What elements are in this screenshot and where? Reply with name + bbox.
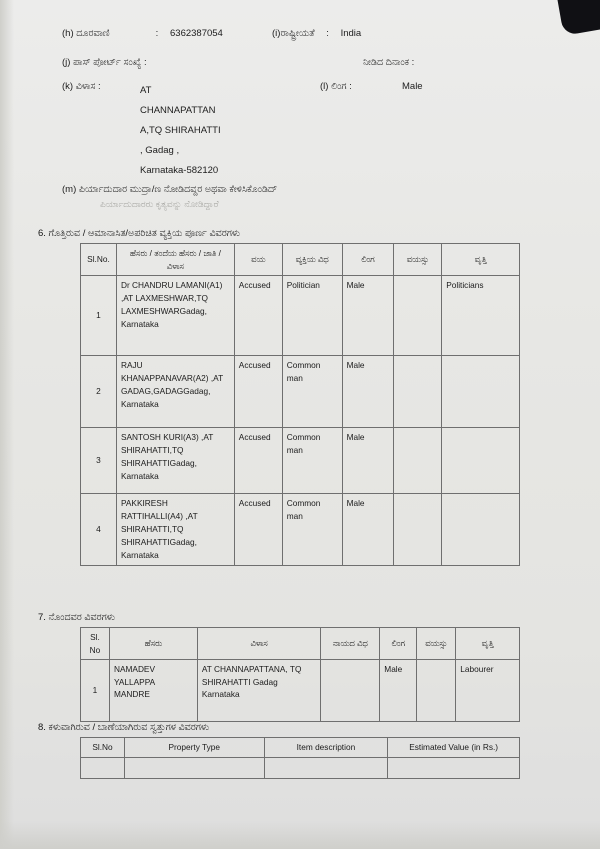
th-vidha: ವಯ: [234, 244, 282, 276]
address-line-3: , Gadag ,: [140, 145, 180, 156]
cell-slno: 1: [81, 276, 117, 356]
cell-vidha: Accused: [234, 494, 282, 566]
address-line-2: A,TQ SHIRAHATTI: [140, 125, 221, 136]
th-name: ಹೆಸರು / ತಂದೆಯ ಹೆಸರು / ಜಾತಿ / ವಿಳಾಸ: [116, 244, 234, 276]
passport-label: (j) ಪಾಸ್ ಪೋರ್ಟ್ ಸಂಖ್ಯೆ :: [62, 57, 147, 68]
mobile-label: (h) ದೂರವಾಣಿ: [62, 28, 110, 39]
cell-occupation: [442, 356, 520, 428]
mobile-colon: :: [155, 28, 159, 39]
table-row: [81, 660, 520, 722]
cell-age: [394, 276, 442, 356]
cell-name: RAJU KHANAPPANAVAR(A2) ,AT GADAG,GADAGGadag, Karnataka: [116, 356, 234, 428]
accused-persons-table: [80, 243, 520, 566]
th-gender: ಲಿಂಗ: [380, 628, 417, 660]
table-header-row: [81, 244, 520, 276]
cell-name: SANTOSH KURI(A3) ,AT SHIRAHATTI,TQ SHIRAHATTIGadag, Karnataka: [116, 428, 234, 494]
gender-value: Male: [402, 81, 423, 92]
cell-slno: 1: [81, 660, 110, 722]
field-row-address: [62, 81, 532, 92]
mobile-value: 6362387054: [170, 28, 223, 39]
cell-vidha: Accused: [234, 356, 282, 428]
nationality-value: India: [340, 28, 362, 39]
cell-age: [394, 356, 442, 428]
cell-occupation: Politicians: [442, 276, 520, 356]
nationality-colon: :: [326, 28, 329, 39]
cell-slno: 4: [81, 494, 117, 566]
page-bottom-shadow: [0, 821, 600, 849]
th-occupation: ವೃತ್ತಿ: [442, 244, 520, 276]
th-occupation: ವೃತ್ತಿ: [456, 628, 520, 660]
address-value-first: AT: [140, 85, 152, 96]
cell-injury-type: [321, 660, 380, 722]
field-nationality: [272, 28, 361, 39]
table-header-row: [81, 738, 520, 758]
address-line-4: Karnataka-582120: [140, 165, 219, 176]
section-7-heading: 7. ನೊಂದವರ ವಿವರಗಳು: [38, 612, 115, 623]
th-property-type: Property Type: [124, 738, 264, 758]
cell-gender: Male: [342, 356, 394, 428]
table-row: [81, 757, 520, 778]
cell-person-type: Common man: [282, 356, 342, 428]
th-slno: Sl.No.: [81, 244, 117, 276]
cell-name: PAKKIRESH RATTIHALLI(A4) ,AT SHIRAHATTI,TQ SHIRAHATTIGadag, Karnataka: [116, 494, 234, 566]
th-item-description: Item description: [264, 738, 388, 758]
section-6-heading: 6. ಗೊತ್ತಿರುವ / ಆಮಾನಾಸಿತ/ಅಪರಿಚಿತ ವ್ಯಕ್ತಿಯ ಪೂರ್ಣ ವಿವರಗಳು: [38, 228, 241, 239]
address-field-row: [62, 81, 532, 105]
th-slno: Sl.No: [81, 738, 125, 758]
cell-name: NAMADEV YALLAPPA MANDRE: [109, 660, 197, 722]
nationality-label: (i)ರಾಷ್ಟ್ರೀಯತೆ: [272, 28, 315, 39]
cell-slno: 2: [81, 356, 117, 428]
cell-gender: Male: [342, 494, 394, 566]
cell-occupation: Labourer: [456, 660, 520, 722]
section-8-heading: 8. ಕಳುವಾಗಿರುವ / ಬಾಣೆಯಾಗಿರುವ ಸ್ವತ್ತುಗಳ ವಿವರಗಳು: [38, 722, 210, 733]
top-field-block: [62, 28, 532, 52]
cell-age: [394, 494, 442, 566]
cell-person-type: Politician: [282, 276, 342, 356]
table-row: [81, 494, 520, 566]
item-m-faint-text: ಪಿರ್ಯಾದುದಾರರು ಕೃತ್ಯವನ್ನು ನೋಡಿದ್ದಾರೆ: [100, 199, 219, 209]
cell-name: Dr CHANDRU LAMANI(A1) ,AT LAXMESHWAR,TQ LAXMESHWARGadag, Karnataka: [116, 276, 234, 356]
table-row: [81, 428, 520, 494]
th-name: ಹೆಸರು: [109, 628, 197, 660]
cell-slno: 3: [81, 428, 117, 494]
victim-details-table: [80, 627, 520, 722]
address-line-1: CHANNAPATTAN: [140, 105, 216, 116]
th-injury-type: ನಾಯದ ವಿಧ: [321, 628, 380, 660]
cell-age: [417, 660, 456, 722]
table-header-row: [81, 628, 520, 660]
table-row: [81, 276, 520, 356]
th-gender: ಲಿಂಗ: [342, 244, 394, 276]
field-row-contact: [62, 28, 532, 39]
th-address: ವಿಳಾಸ: [197, 628, 321, 660]
cell-gender: Male: [380, 660, 417, 722]
th-estimated-value: Estimated Value (in Rs.): [388, 738, 520, 758]
cell-vidha: Accused: [234, 428, 282, 494]
table-row: [81, 356, 520, 428]
issued-date-label: ನೀಡಿದ ದಿನಾಂಕ :: [363, 57, 415, 68]
cell-age: [394, 428, 442, 494]
cell-occupation: [442, 494, 520, 566]
cell-person-type: Common man: [282, 428, 342, 494]
scan-corner-artifact: [557, 0, 600, 36]
item-m-text: (m) ಪಿರ್ಯಾದುದಾರ ಮುದ್ರಾ/ಣ ನೋಡಿದವ್ದರ ಅಥವಾ ಕೇಳಿಸಿಕೊಂಡಿದ್: [62, 184, 278, 195]
address-value-block: [140, 81, 221, 181]
th-slno: Sl. No: [81, 628, 110, 660]
cell-gender: Male: [342, 428, 394, 494]
th-age: ವಯಸ್ಸು: [394, 244, 442, 276]
property-details-table: [80, 737, 520, 779]
cell-occupation: [442, 428, 520, 494]
page-left-shadow: [0, 0, 14, 849]
cell-vidha: Accused: [234, 276, 282, 356]
cell-item-description: [264, 757, 388, 778]
field-mobile: [62, 28, 272, 39]
gender-label: (l) ಲಿಂಗ :: [320, 81, 352, 92]
cell-address: AT CHANNAPATTANA, TQ SHIRAHATTI Gadag Karnataka: [197, 660, 321, 722]
field-gender: [320, 81, 423, 92]
address-label: (k) ವಿಳಾಸ :: [62, 81, 101, 92]
cell-estimated-value: [388, 757, 520, 778]
cell-gender: Male: [342, 276, 394, 356]
th-age: ವಯಸ್ಸು: [417, 628, 456, 660]
cell-property-type: [124, 757, 264, 778]
cell-person-type: Common man: [282, 494, 342, 566]
th-person-type: ವ್ಯಕ್ತಿಯ ವಿಧ: [282, 244, 342, 276]
cell-slno: [81, 757, 125, 778]
